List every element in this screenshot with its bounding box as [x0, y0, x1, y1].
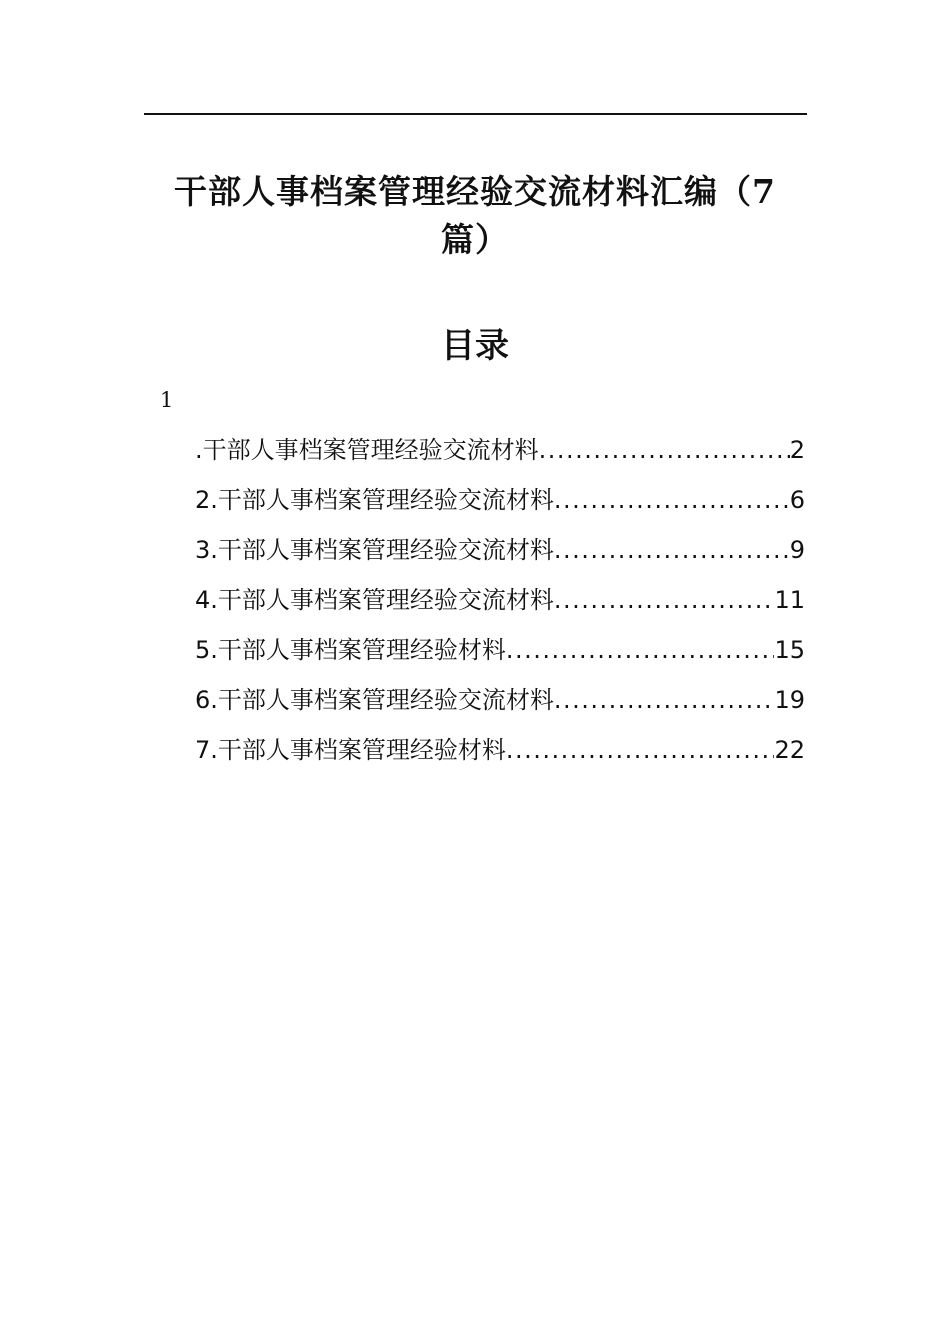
toc-entry[interactable]: [195, 730, 805, 780]
toc-entry-label: 7.干部人事档案管理经验材料: [195, 736, 506, 764]
header-rule: [144, 113, 807, 115]
toc-entry-label: .干部人事档案管理经验交流材料: [195, 436, 539, 464]
toc-entry-label: 4.干部人事档案管理经验交流材料: [195, 586, 554, 614]
toc-entry-label: 2.干部人事档案管理经验交流材料: [195, 486, 554, 514]
table-of-contents: [195, 430, 805, 780]
toc-entry-page: 22: [774, 736, 805, 764]
toc-entry-page: 19: [774, 686, 805, 714]
toc-dot-leader: [554, 530, 790, 570]
toc-entry[interactable]: [195, 680, 805, 730]
toc-dot-leader: [554, 480, 790, 520]
toc-heading: 目录: [441, 326, 509, 366]
toc-entry[interactable]: [195, 480, 805, 530]
document-title: 干部人事档案管理经验交流材料汇编（7篇）: [174, 172, 776, 259]
toc-entry-page: 15: [774, 636, 805, 664]
toc-entry[interactable]: [195, 530, 805, 580]
toc-entry-page: 9: [789, 536, 805, 564]
toc-entry-page: 11: [774, 586, 805, 614]
list-number: 1: [160, 388, 174, 412]
toc-dot-leader: [506, 630, 775, 670]
toc-dot-leader: [539, 430, 790, 470]
toc-entry[interactable]: [195, 580, 805, 630]
toc-dot-leader: [554, 680, 775, 720]
toc-entry-label: 3.干部人事档案管理经验交流材料: [195, 536, 554, 564]
toc-entry[interactable]: [195, 430, 805, 480]
toc-entry-label: 5.干部人事档案管理经验材料: [195, 636, 506, 664]
toc-dot-leader: [506, 730, 775, 770]
toc-entry[interactable]: [195, 630, 805, 680]
toc-entry-page: 6: [789, 486, 805, 514]
toc-entry-label: 6.干部人事档案管理经验交流材料: [195, 686, 554, 714]
toc-dot-leader: [554, 580, 775, 620]
toc-entry-page: 2: [789, 436, 805, 464]
